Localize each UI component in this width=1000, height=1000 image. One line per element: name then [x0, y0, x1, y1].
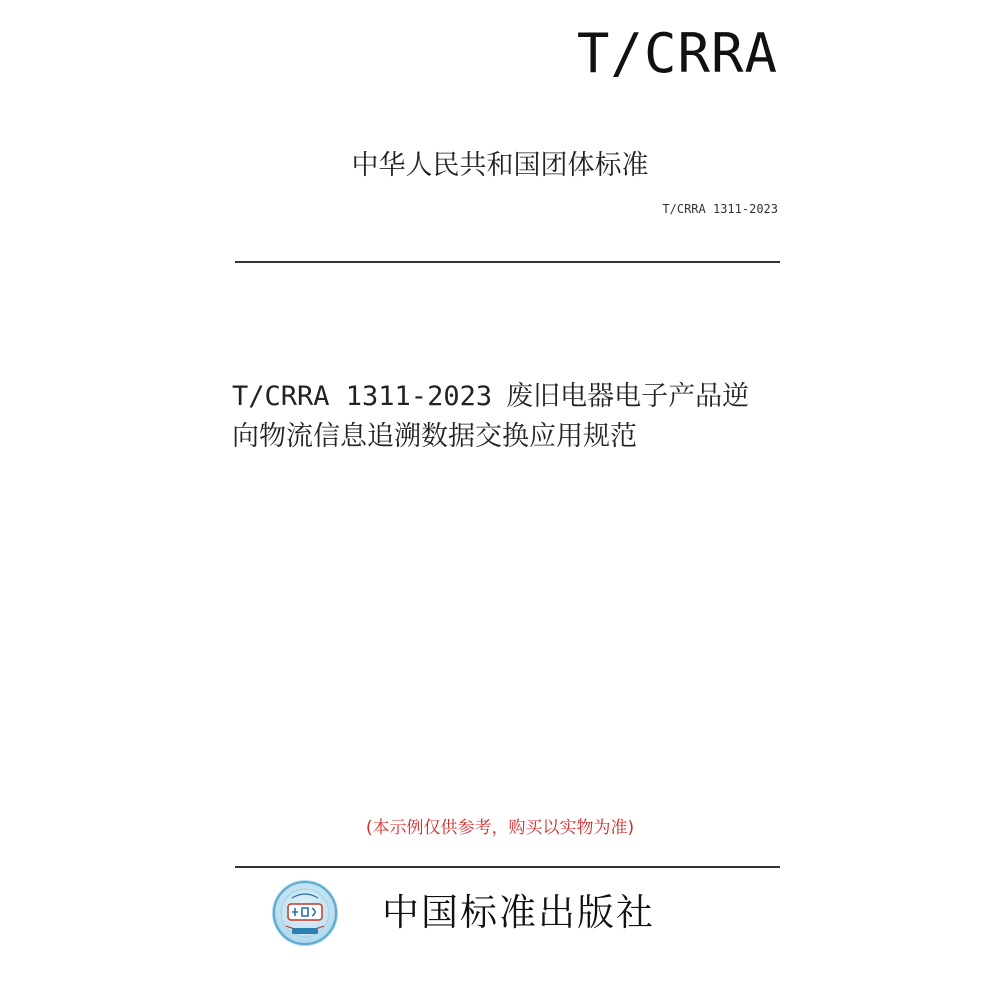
bottom-divider — [235, 866, 780, 868]
document-title-line-2: 向物流信息追溯数据交换应用规范 — [232, 421, 637, 452]
sample-disclaimer: (本示例仅供参考，购买以实物为准) — [365, 818, 635, 838]
document-title-text-1: 废旧电器电子产品逆 — [506, 381, 750, 412]
document-title-line-1 — [232, 377, 792, 417]
seal-graphic — [272, 880, 338, 946]
standard-code: T/CRRA 1311-2023 — [662, 202, 778, 216]
top-divider — [235, 261, 780, 263]
publisher-seal-icon — [272, 880, 338, 946]
document-title — [232, 377, 792, 457]
standard-logo: T/CRRA — [576, 22, 778, 85]
standard-category-title: 中华人民共和国团体标准 — [351, 150, 649, 181]
publisher-name: 中国标准出版社 — [382, 891, 655, 934]
document-title-code: T/CRRA 1311-2023 — [232, 381, 493, 412]
